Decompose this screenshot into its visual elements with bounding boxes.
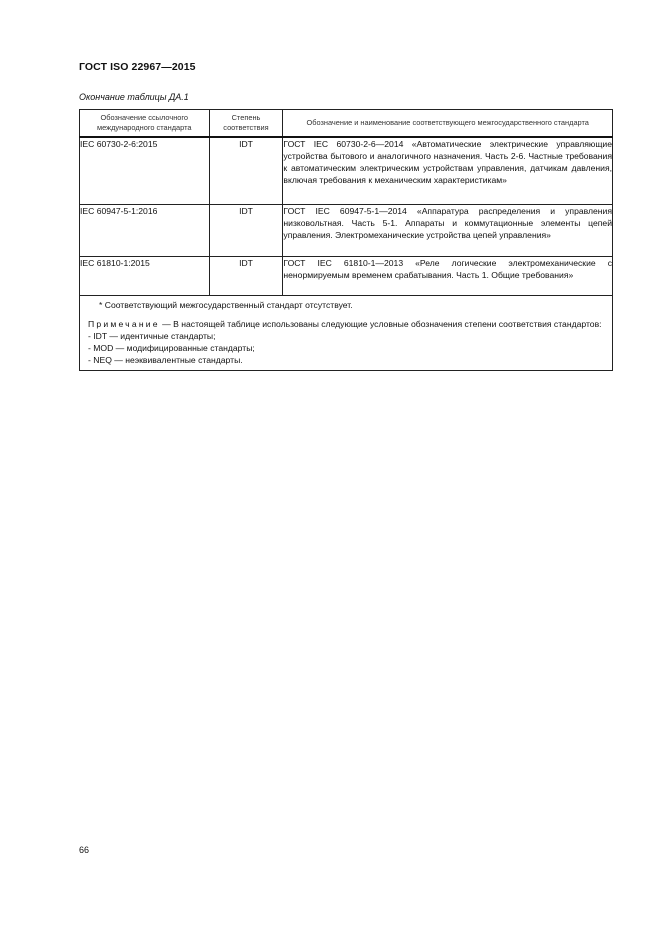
cell-degree: IDT [209, 137, 283, 204]
note-item: - MOD — модифицированные стандарты; [88, 342, 255, 353]
cell-desc: ГОСТ IEC 60730-2-6—2014 «Автоматические электрические управляющие устройства бытового и аналогичного назначения. Часть 2-6. Частные требования к автоматическим электрическим устройствам управления, датчикам давления, включая требования к механическим характеристикам» [283, 137, 613, 204]
note-label: Примечание [88, 318, 160, 329]
cell-ref: IEC 61810-1:2015 [80, 256, 210, 295]
note [88, 318, 604, 330]
table-header-row [80, 110, 613, 138]
note-item: - IDT — идентичные стандарты; [88, 330, 216, 341]
cell-ref: IEC 60730-2-6:2015 [80, 137, 210, 204]
cell-degree: IDT [209, 204, 283, 256]
cell-ref: IEC 60947-5-1:2016 [80, 204, 210, 256]
table-row [80, 137, 613, 204]
table-row [80, 256, 613, 295]
cell-desc: ГОСТ IEC 60947-5-1—2014 «Аппаратура распределения и управления низковольтная. Часть 5-1. Аппараты и коммутационные элементы цепей управления. Электромеханические устройства цепей управления» [283, 204, 613, 256]
document-header: ГОСТ ISO 22967—2015 [79, 61, 196, 73]
table-row [80, 204, 613, 256]
standards-table [79, 109, 613, 371]
table-footer-row [80, 295, 613, 370]
table-caption: Окончание таблицы ДА.1 [79, 92, 189, 102]
note-item: - NEQ — неэквивалентные стандарты. [88, 354, 243, 365]
note-text: — В настоящей таблице использованы следующие условные обозначения степени соответствия стандартов: [162, 318, 602, 329]
cell-desc: ГОСТ IEC 61810-1—2013 «Реле логические электромеханические с ненормируемым временем срабатывания. Часть 1. Общие требования» [283, 256, 613, 295]
footnote: * Соответствующий межгосударственный стандарт отсутствует. [99, 299, 353, 310]
header-degree: Степень соответствия [209, 110, 283, 138]
page-number: 66 [79, 845, 90, 855]
header-interstate-standard: Обозначение и наименование соответствующего межгосударственного стандарта [283, 110, 613, 138]
header-ref-standard: Обозначение ссылочного международного стандарта [80, 110, 210, 138]
cell-degree: IDT [209, 256, 283, 295]
table-footer [80, 295, 613, 370]
